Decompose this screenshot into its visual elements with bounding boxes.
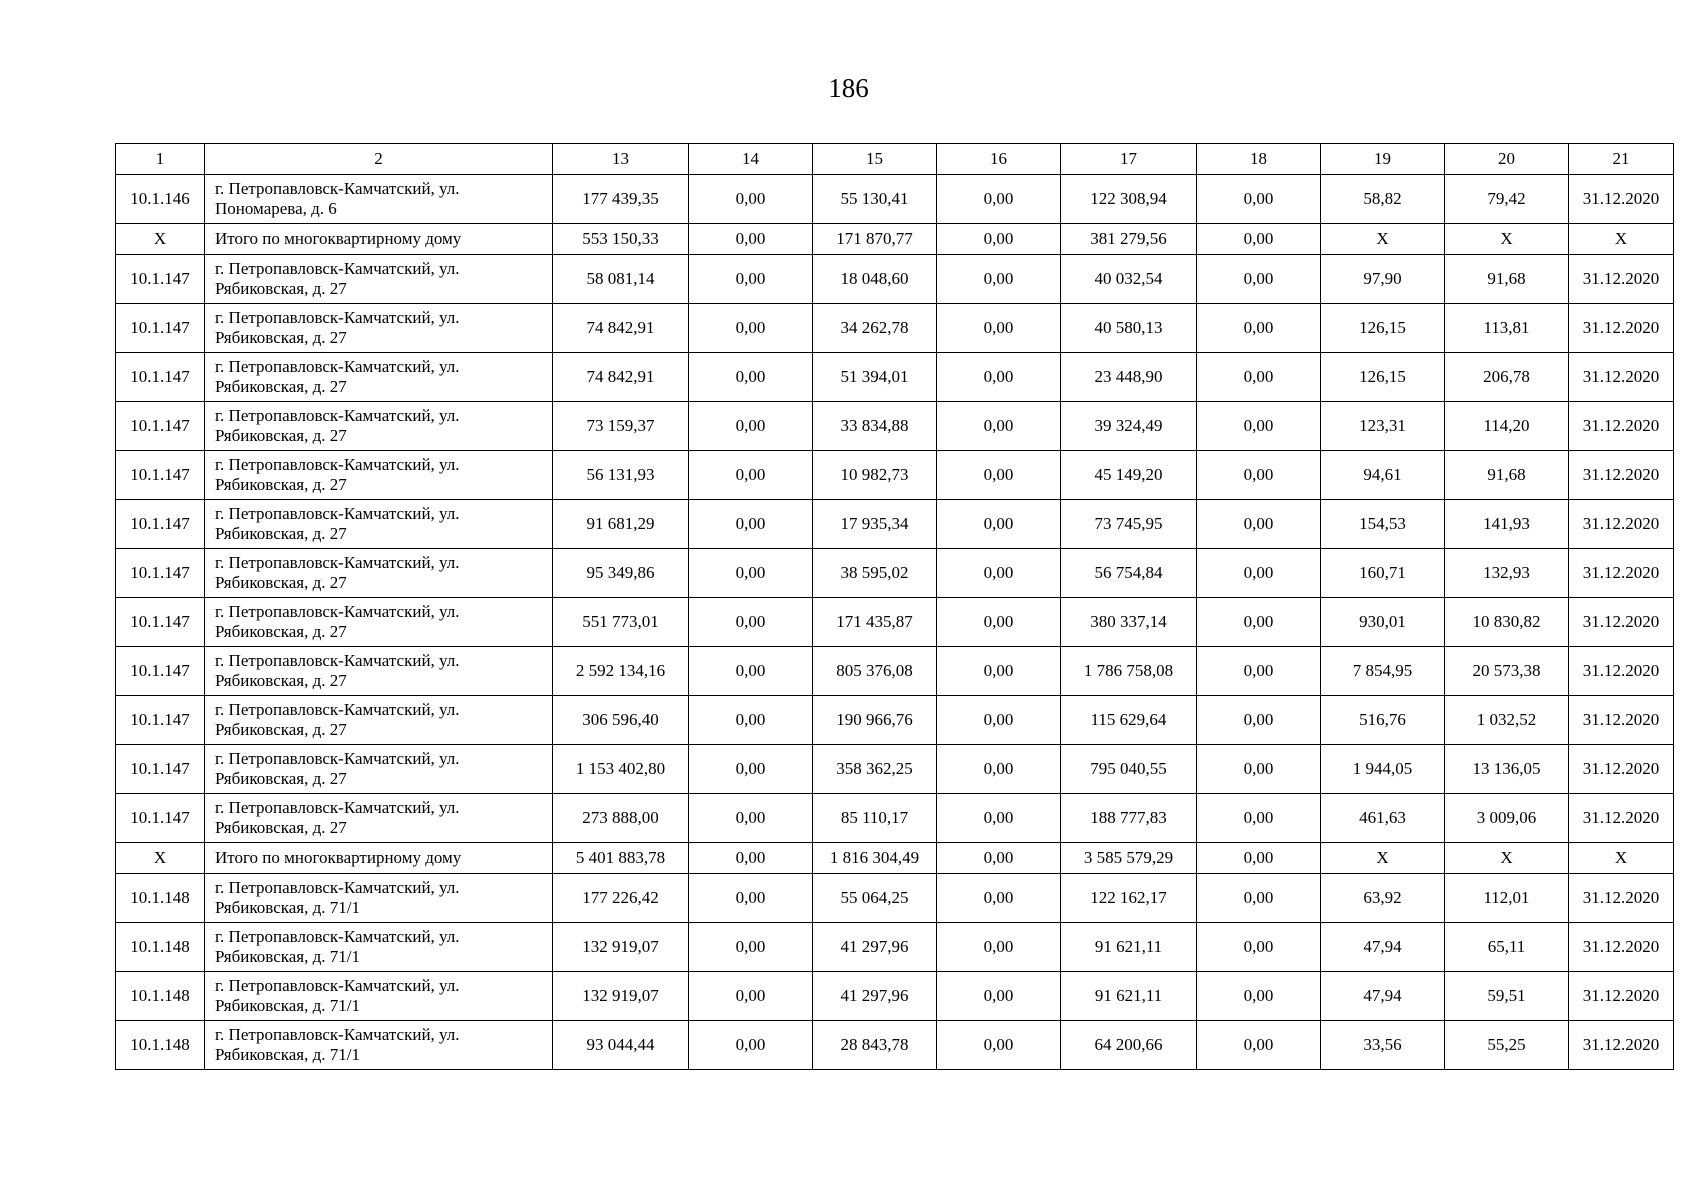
value-cell: 56 131,93 (553, 451, 689, 500)
address-cell (205, 598, 553, 647)
address-line-1: г. Петропавловск-Камчатский, ул. (215, 308, 460, 327)
value-cell: 0,00 (689, 1021, 813, 1070)
address-line-1: г. Петропавловск-Камчатский, ул. (215, 179, 460, 198)
address-line-1: г. Петропавловск-Камчатский, ул. (215, 927, 460, 946)
address-cell (205, 549, 553, 598)
row-code-cell: 10.1.147 (116, 353, 205, 402)
value-cell: 0,00 (1197, 255, 1321, 304)
address-line-1: г. Петропавловск-Камчатский, ул. (215, 504, 460, 523)
value-cell: 58 081,14 (553, 255, 689, 304)
table-row (116, 353, 1674, 402)
address-line-1: Итого по многоквартирному дому (215, 848, 462, 867)
value-cell: 795 040,55 (1061, 745, 1197, 794)
value-cell: 0,00 (1197, 500, 1321, 549)
value-cell: 0,00 (1197, 745, 1321, 794)
value-cell: 0,00 (689, 874, 813, 923)
address-cell (205, 402, 553, 451)
value-cell: 0,00 (689, 745, 813, 794)
table-row (116, 696, 1674, 745)
address-line-1: г. Петропавловск-Камчатский, ул. (215, 455, 460, 474)
value-cell: 0,00 (689, 923, 813, 972)
value-cell: 0,00 (937, 923, 1061, 972)
value-cell: 31.12.2020 (1569, 304, 1674, 353)
value-cell: 0,00 (689, 500, 813, 549)
value-cell: 0,00 (1197, 402, 1321, 451)
address-line-2: Рябиковская, д. 71/1 (215, 1045, 360, 1064)
value-cell: 0,00 (689, 255, 813, 304)
value-cell: 10 830,82 (1445, 598, 1569, 647)
value-cell: 31.12.2020 (1569, 874, 1674, 923)
value-cell: 93 044,44 (553, 1021, 689, 1070)
column-header: 15 (813, 144, 937, 175)
column-header: 17 (1061, 144, 1197, 175)
value-cell: 141,93 (1445, 500, 1569, 549)
address-cell (205, 794, 553, 843)
value-cell: 0,00 (1197, 972, 1321, 1021)
value-cell: 0,00 (689, 451, 813, 500)
column-header: 1 (116, 144, 205, 175)
value-cell: 381 279,56 (1061, 224, 1197, 255)
value-cell: X (1445, 843, 1569, 874)
data-table (115, 143, 1674, 1070)
value-cell: 0,00 (937, 972, 1061, 1021)
value-cell: 0,00 (937, 402, 1061, 451)
value-cell: 114,20 (1445, 402, 1569, 451)
table-row (116, 549, 1674, 598)
value-cell: 31.12.2020 (1569, 549, 1674, 598)
value-cell: 0,00 (1197, 874, 1321, 923)
address-line-2: Рябиковская, д. 27 (215, 524, 347, 543)
value-cell: 273 888,00 (553, 794, 689, 843)
address-cell (205, 1021, 553, 1070)
row-code-cell: 10.1.147 (116, 745, 205, 794)
column-header: 20 (1445, 144, 1569, 175)
value-cell: 31.12.2020 (1569, 923, 1674, 972)
value-cell: 28 843,78 (813, 1021, 937, 1070)
row-code-cell: X (116, 224, 205, 255)
value-cell: 0,00 (689, 353, 813, 402)
row-code-cell: 10.1.147 (116, 794, 205, 843)
value-cell: 0,00 (689, 402, 813, 451)
address-line-2: Рябиковская, д. 27 (215, 720, 347, 739)
value-cell: 177 439,35 (553, 175, 689, 224)
address-line-2: Рябиковская, д. 27 (215, 818, 347, 837)
value-cell: 0,00 (1197, 696, 1321, 745)
value-cell: 40 032,54 (1061, 255, 1197, 304)
value-cell: 40 580,13 (1061, 304, 1197, 353)
table-row (116, 451, 1674, 500)
value-cell: 516,76 (1321, 696, 1445, 745)
total-label-cell (205, 843, 553, 874)
value-cell: 55 130,41 (813, 175, 937, 224)
value-cell: 91,68 (1445, 451, 1569, 500)
value-cell: 0,00 (1197, 451, 1321, 500)
value-cell: 63,92 (1321, 874, 1445, 923)
table-row (116, 794, 1674, 843)
value-cell: 0,00 (937, 794, 1061, 843)
value-cell: 0,00 (1197, 1021, 1321, 1070)
table-row (116, 1021, 1674, 1070)
value-cell: 171 870,77 (813, 224, 937, 255)
address-cell (205, 745, 553, 794)
table-row (116, 175, 1674, 224)
row-code-cell: 10.1.147 (116, 696, 205, 745)
value-cell: X (1445, 224, 1569, 255)
value-cell: 47,94 (1321, 923, 1445, 972)
address-cell (205, 255, 553, 304)
value-cell: 31.12.2020 (1569, 794, 1674, 843)
value-cell: 805 376,08 (813, 647, 937, 696)
address-cell (205, 500, 553, 549)
value-cell: 0,00 (689, 972, 813, 1021)
value-cell: 0,00 (689, 549, 813, 598)
value-cell: 3 009,06 (1445, 794, 1569, 843)
value-cell: 0,00 (937, 451, 1061, 500)
table-row (116, 647, 1674, 696)
value-cell: 154,53 (1321, 500, 1445, 549)
value-cell: 930,01 (1321, 598, 1445, 647)
value-cell: 64 200,66 (1061, 1021, 1197, 1070)
column-header: 21 (1569, 144, 1674, 175)
value-cell: 0,00 (689, 224, 813, 255)
value-cell: 91,68 (1445, 255, 1569, 304)
row-code-cell: 10.1.148 (116, 923, 205, 972)
table-row (116, 874, 1674, 923)
value-cell: 95 349,86 (553, 549, 689, 598)
table-body (116, 175, 1674, 1070)
address-line-1: г. Петропавловск-Камчатский, ул. (215, 976, 460, 995)
value-cell: 0,00 (937, 874, 1061, 923)
total-row (116, 224, 1674, 255)
address-line-2: Пономарева, д. 6 (215, 199, 337, 218)
column-header: 14 (689, 144, 813, 175)
value-cell: 13 136,05 (1445, 745, 1569, 794)
address-cell (205, 175, 553, 224)
value-cell: 0,00 (937, 1021, 1061, 1070)
value-cell: 51 394,01 (813, 353, 937, 402)
address-line-1: г. Петропавловск-Камчатский, ул. (215, 798, 460, 817)
value-cell: 20 573,38 (1445, 647, 1569, 696)
value-cell: 1 816 304,49 (813, 843, 937, 874)
value-cell: 0,00 (937, 549, 1061, 598)
value-cell: 10 982,73 (813, 451, 937, 500)
value-cell: 0,00 (937, 598, 1061, 647)
address-line-1: г. Петропавловск-Камчатский, ул. (215, 602, 460, 621)
value-cell: 0,00 (937, 745, 1061, 794)
value-cell: 380 337,14 (1061, 598, 1197, 647)
value-cell: 31.12.2020 (1569, 451, 1674, 500)
value-cell: 0,00 (689, 598, 813, 647)
row-code-cell: 10.1.147 (116, 647, 205, 696)
address-cell (205, 451, 553, 500)
value-cell: 1 786 758,08 (1061, 647, 1197, 696)
value-cell: 132,93 (1445, 549, 1569, 598)
value-cell: 0,00 (1197, 794, 1321, 843)
value-cell: 160,71 (1321, 549, 1445, 598)
value-cell: 31.12.2020 (1569, 972, 1674, 1021)
address-line-2: Рябиковская, д. 27 (215, 426, 347, 445)
value-cell: 122 308,94 (1061, 175, 1197, 224)
address-cell (205, 923, 553, 972)
address-line-2: Рябиковская, д. 71/1 (215, 996, 360, 1015)
value-cell: 31.12.2020 (1569, 175, 1674, 224)
value-cell: 31.12.2020 (1569, 353, 1674, 402)
table-row (116, 598, 1674, 647)
row-code-cell: 10.1.147 (116, 598, 205, 647)
row-code-cell: 10.1.147 (116, 500, 205, 549)
value-cell: 0,00 (1197, 843, 1321, 874)
table-row (116, 923, 1674, 972)
table-header-row (116, 144, 1674, 175)
address-line-2: Рябиковская, д. 71/1 (215, 947, 360, 966)
column-header: 18 (1197, 144, 1321, 175)
address-line-1: г. Петропавловск-Камчатский, ул. (215, 406, 460, 425)
value-cell: 122 162,17 (1061, 874, 1197, 923)
value-cell: 38 595,02 (813, 549, 937, 598)
value-cell: 91 681,29 (553, 500, 689, 549)
value-cell: 0,00 (689, 647, 813, 696)
value-cell: 171 435,87 (813, 598, 937, 647)
value-cell: 23 448,90 (1061, 353, 1197, 402)
value-cell: 55,25 (1445, 1021, 1569, 1070)
address-line-2: Рябиковская, д. 27 (215, 377, 347, 396)
value-cell: 0,00 (1197, 549, 1321, 598)
value-cell: 0,00 (937, 353, 1061, 402)
table-row (116, 304, 1674, 353)
total-row (116, 843, 1674, 874)
value-cell: 126,15 (1321, 353, 1445, 402)
value-cell: 17 935,34 (813, 500, 937, 549)
value-cell: 0,00 (937, 500, 1061, 549)
value-cell: 73 159,37 (553, 402, 689, 451)
value-cell: 306 596,40 (553, 696, 689, 745)
value-cell: 55 064,25 (813, 874, 937, 923)
value-cell: 553 150,33 (553, 224, 689, 255)
address-line-2: Рябиковская, д. 27 (215, 769, 347, 788)
address-line-2: Рябиковская, д. 27 (215, 475, 347, 494)
value-cell: 31.12.2020 (1569, 255, 1674, 304)
value-cell: 31.12.2020 (1569, 598, 1674, 647)
address-line-1: г. Петропавловск-Камчатский, ул. (215, 878, 460, 897)
value-cell: 3 585 579,29 (1061, 843, 1197, 874)
value-cell: 33,56 (1321, 1021, 1445, 1070)
value-cell: 79,42 (1445, 175, 1569, 224)
value-cell: 56 754,84 (1061, 549, 1197, 598)
column-header: 13 (553, 144, 689, 175)
value-cell: 94,61 (1321, 451, 1445, 500)
column-header: 16 (937, 144, 1061, 175)
value-cell: 0,00 (937, 843, 1061, 874)
address-line-2: Рябиковская, д. 27 (215, 328, 347, 347)
value-cell: 1 153 402,80 (553, 745, 689, 794)
address-cell (205, 304, 553, 353)
value-cell: 97,90 (1321, 255, 1445, 304)
address-line-1: Итого по многоквартирному дому (215, 229, 462, 248)
value-cell: 551 773,01 (553, 598, 689, 647)
address-cell (205, 696, 553, 745)
value-cell: 73 745,95 (1061, 500, 1197, 549)
value-cell: 190 966,76 (813, 696, 937, 745)
address-line-2: Рябиковская, д. 27 (215, 573, 347, 592)
address-line-1: г. Петропавловск-Камчатский, ул. (215, 553, 460, 572)
value-cell: X (1321, 843, 1445, 874)
value-cell: 0,00 (1197, 647, 1321, 696)
row-code-cell: X (116, 843, 205, 874)
row-code-cell: 10.1.148 (116, 1021, 205, 1070)
value-cell: 31.12.2020 (1569, 402, 1674, 451)
value-cell: X (1569, 843, 1674, 874)
row-code-cell: 10.1.147 (116, 255, 205, 304)
value-cell: 41 297,96 (813, 972, 937, 1021)
value-cell: 91 621,11 (1061, 923, 1197, 972)
value-cell: 113,81 (1445, 304, 1569, 353)
table-row (116, 972, 1674, 1021)
value-cell: 0,00 (689, 696, 813, 745)
table-row (116, 255, 1674, 304)
address-line-1: г. Петропавловск-Камчатский, ул. (215, 749, 460, 768)
value-cell: 115 629,64 (1061, 696, 1197, 745)
value-cell: 126,15 (1321, 304, 1445, 353)
value-cell: X (1321, 224, 1445, 255)
row-code-cell: 10.1.146 (116, 175, 205, 224)
value-cell: 0,00 (937, 304, 1061, 353)
row-code-cell: 10.1.147 (116, 402, 205, 451)
row-code-cell: 10.1.148 (116, 874, 205, 923)
address-line-2: Рябиковская, д. 27 (215, 622, 347, 641)
value-cell: 31.12.2020 (1569, 1021, 1674, 1070)
value-cell: 177 226,42 (553, 874, 689, 923)
value-cell: 0,00 (1197, 175, 1321, 224)
value-cell: 0,00 (689, 794, 813, 843)
row-code-cell: 10.1.147 (116, 451, 205, 500)
value-cell: 34 262,78 (813, 304, 937, 353)
value-cell: 0,00 (689, 843, 813, 874)
column-header: 2 (205, 144, 553, 175)
address-line-2: Рябиковская, д. 27 (215, 279, 347, 298)
value-cell: 41 297,96 (813, 923, 937, 972)
value-cell: 31.12.2020 (1569, 647, 1674, 696)
value-cell: X (1569, 224, 1674, 255)
row-code-cell: 10.1.148 (116, 972, 205, 1021)
value-cell: 0,00 (1197, 304, 1321, 353)
value-cell: 31.12.2020 (1569, 696, 1674, 745)
value-cell: 47,94 (1321, 972, 1445, 1021)
value-cell: 45 149,20 (1061, 451, 1197, 500)
page-number: 186 (828, 73, 869, 103)
table-row (116, 500, 1674, 549)
value-cell: 18 048,60 (813, 255, 937, 304)
address-line-1: г. Петропавловск-Камчатский, ул. (215, 651, 460, 670)
value-cell: 33 834,88 (813, 402, 937, 451)
value-cell: 0,00 (1197, 598, 1321, 647)
value-cell: 59,51 (1445, 972, 1569, 1021)
value-cell: 91 621,11 (1061, 972, 1197, 1021)
value-cell: 0,00 (937, 175, 1061, 224)
address-cell (205, 353, 553, 402)
address-line-1: г. Петропавловск-Камчатский, ул. (215, 1025, 460, 1044)
address-cell (205, 647, 553, 696)
value-cell: 0,00 (937, 647, 1061, 696)
value-cell: 461,63 (1321, 794, 1445, 843)
value-cell: 188 777,83 (1061, 794, 1197, 843)
address-line-2: Рябиковская, д. 27 (215, 671, 347, 690)
value-cell: 0,00 (937, 224, 1061, 255)
row-code-cell: 10.1.147 (116, 304, 205, 353)
address-line-1: г. Петропавловск-Камчатский, ул. (215, 357, 460, 376)
value-cell: 85 110,17 (813, 794, 937, 843)
value-cell: 0,00 (937, 696, 1061, 745)
value-cell: 206,78 (1445, 353, 1569, 402)
value-cell: 0,00 (689, 304, 813, 353)
value-cell: 0,00 (1197, 923, 1321, 972)
address-line-2: Рябиковская, д. 71/1 (215, 898, 360, 917)
value-cell: 31.12.2020 (1569, 500, 1674, 549)
value-cell: 0,00 (1197, 353, 1321, 402)
value-cell: 1 032,52 (1445, 696, 1569, 745)
value-cell: 39 324,49 (1061, 402, 1197, 451)
value-cell: 358 362,25 (813, 745, 937, 794)
value-cell: 112,01 (1445, 874, 1569, 923)
value-cell: 0,00 (689, 175, 813, 224)
column-header: 19 (1321, 144, 1445, 175)
value-cell: 0,00 (1197, 224, 1321, 255)
value-cell: 132 919,07 (553, 923, 689, 972)
table-row (116, 745, 1674, 794)
value-cell: 0,00 (937, 255, 1061, 304)
address-cell (205, 972, 553, 1021)
value-cell: 65,11 (1445, 923, 1569, 972)
value-cell: 123,31 (1321, 402, 1445, 451)
table-row (116, 402, 1674, 451)
value-cell: 132 919,07 (553, 972, 689, 1021)
value-cell: 5 401 883,78 (553, 843, 689, 874)
address-line-1: г. Петропавловск-Камчатский, ул. (215, 700, 460, 719)
total-label-cell (205, 224, 553, 255)
value-cell: 2 592 134,16 (553, 647, 689, 696)
value-cell: 74 842,91 (553, 353, 689, 402)
address-cell (205, 874, 553, 923)
row-code-cell: 10.1.147 (116, 549, 205, 598)
value-cell: 7 854,95 (1321, 647, 1445, 696)
value-cell: 1 944,05 (1321, 745, 1445, 794)
value-cell: 58,82 (1321, 175, 1445, 224)
value-cell: 31.12.2020 (1569, 745, 1674, 794)
value-cell: 74 842,91 (553, 304, 689, 353)
address-line-1: г. Петропавловск-Камчатский, ул. (215, 259, 460, 278)
